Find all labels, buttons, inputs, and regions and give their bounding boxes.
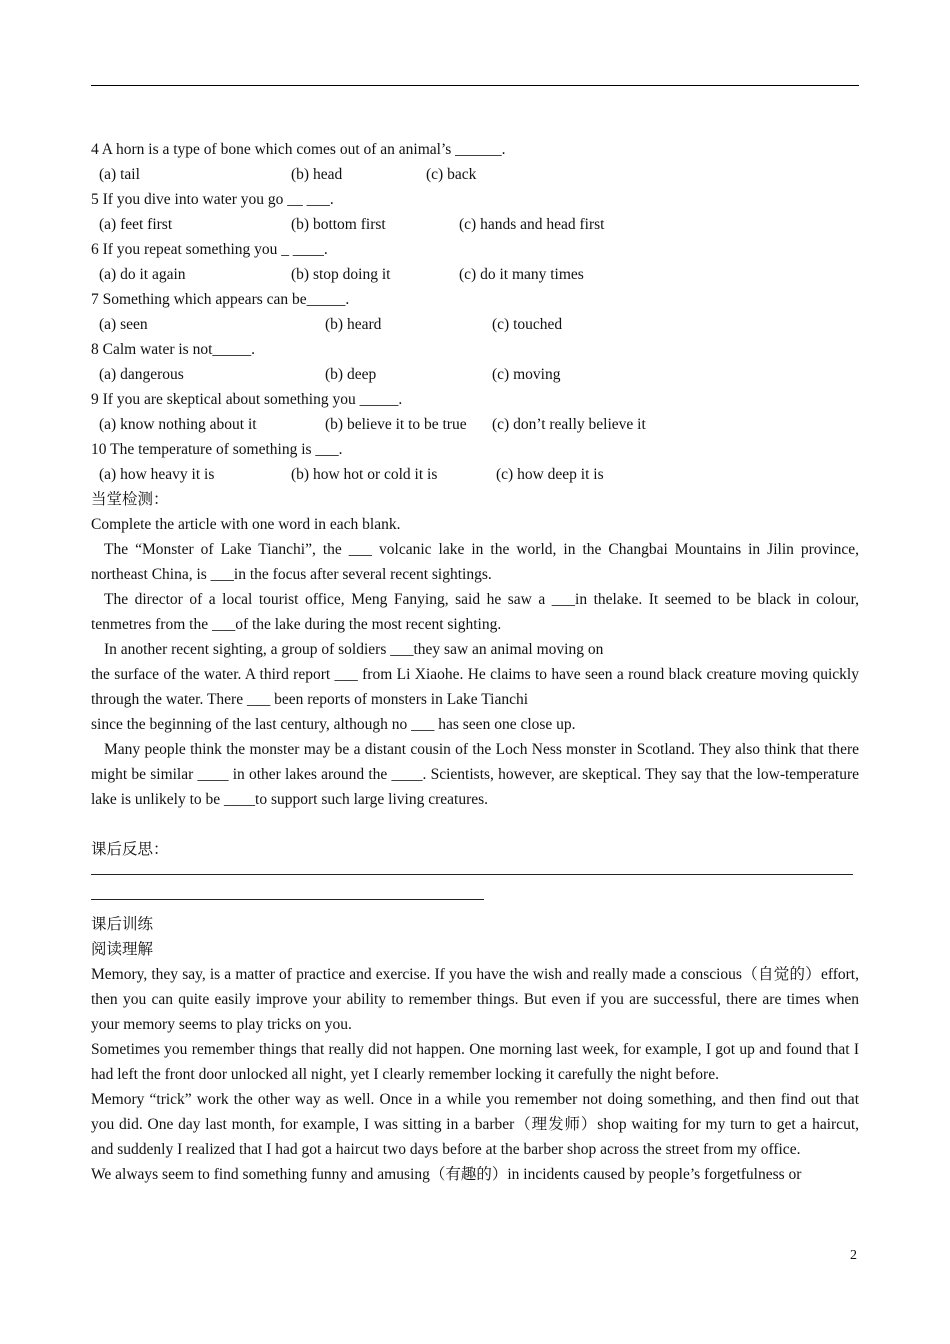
option-b: (b) heard: [325, 316, 382, 333]
option-a: (a) do it again: [99, 266, 186, 283]
option-c: (c) touched: [492, 316, 563, 333]
option-b: (b) bottom first: [291, 216, 386, 233]
option-c: (c) do it many times: [459, 266, 584, 283]
question-stem: 8 Calm water is not_____.: [91, 341, 256, 358]
question-options: [91, 212, 859, 237]
page-content: [91, 137, 859, 1187]
question-block: [91, 237, 859, 287]
question-stem: 5 If you dive into water you go __ ___.: [91, 191, 334, 208]
test-instruction: Complete the article with one word in each blank.: [91, 516, 401, 533]
option-a: (a) dangerous: [99, 366, 184, 383]
question-block: [91, 337, 859, 387]
article-paragraph-3-line-2: the surface of the water. A third report ___ from Li Xiaohe. He claims to have seen a round black creature moving quickly through the water. There ___ been reports of monsters in Lake Tianchi: [91, 666, 859, 708]
question-block: [91, 387, 859, 437]
reflection-answer-line-short: [91, 899, 484, 900]
question-stem: 7 Something which appears can be_____.: [91, 291, 350, 308]
question-options: [91, 312, 859, 337]
question-stem: 9 If you are skeptical about something you _____.: [91, 391, 403, 408]
question-options: [91, 362, 859, 387]
header-rule: [91, 85, 859, 86]
question-block: [91, 187, 859, 237]
option-c: (c) hands and head first: [459, 216, 605, 233]
question-options: [91, 412, 859, 437]
option-a: (a) tail: [99, 166, 140, 183]
article-paragraph-1: The “Monster of Lake Tianchi”, the ___ volcanic lake in the world, in the Changbai Mountains in Jilin province, northeast China, is ___in the focus after several recent sightings.: [91, 541, 859, 583]
option-b: (b) how hot or cold it is: [291, 466, 438, 483]
reading-paragraph-1: Memory, they say, is a matter of practice and exercise. If you have the wish and really made a conscious（自觉的）effort, then you can quite easily improve your ability to remember things. But even if you are successful, there are times when your memory seems to play tricks on you.: [91, 966, 859, 1033]
option-c: (c) don’t really believe it: [492, 416, 646, 433]
question-options: [91, 462, 859, 487]
reflection-heading: 课后反思：: [91, 841, 169, 858]
option-c: (c) moving: [492, 366, 561, 383]
question-block: [91, 287, 859, 337]
question-block: [91, 137, 859, 187]
option-b: (b) deep: [325, 366, 377, 383]
article-paragraph-4: Many people think the monster may be a distant cousin of the Loch Ness monster in Scotland. They also think that there might be similar ____ in other lakes around the ____. Scientists, however, are skeptical. They say that the low-temperature lake is unlikely to be ____to support such large living creatures.: [91, 741, 859, 808]
option-b: (b) head: [291, 166, 343, 183]
question-stem: 4 A horn is a type of bone which comes out of an animal’s ______.: [91, 141, 506, 158]
article-paragraph-3-line-3: since the beginning of the last century, although no ___ has seen one close up.: [91, 716, 576, 733]
article-paragraph-3-line-1: In another recent sighting, a group of soldiers ___they saw an animal moving on: [104, 641, 604, 658]
option-c: (c) back: [426, 166, 477, 183]
question-options: [91, 162, 859, 187]
option-a: (a) feet first: [99, 216, 173, 233]
test-heading: 当堂检测：: [91, 491, 169, 508]
question-stem: 10 The temperature of something is ___.: [91, 441, 343, 458]
reading-paragraph-2: Sometimes you remember things that really did not happen. One morning last week, for example, I got up and found that I had left the front door unlocked all night, yet I clearly remember locking it carefully the night before.: [91, 1041, 859, 1083]
option-a: (a) seen: [99, 316, 148, 333]
reading-paragraph-4: We always seem to find something funny and amusing（有趣的）in incidents caused by people’s forgetfulness or: [91, 1166, 802, 1183]
question-options: [91, 262, 859, 287]
question-block: [91, 437, 859, 487]
reflection-answer-line: [91, 874, 853, 875]
option-b: (b) stop doing it: [291, 266, 391, 283]
option-c: (c) how deep it is: [496, 466, 604, 483]
after-class-heading: 课后训练: [91, 916, 154, 933]
option-b: (b) believe it to be true: [325, 416, 467, 433]
reading-paragraph-3: Memory “trick” work the other way as well. Once in a while you remember not doing something, and then find out that you did. One day last month, for example, I was sitting in a barber（理发师）shop waiting for my turn to get a haircut, and suddenly I realized that I had got a haircut two days before at the barber shop across the street from my office.: [91, 1091, 859, 1158]
option-a: (a) know nothing about it: [99, 416, 257, 433]
option-a: (a) how heavy it is: [99, 466, 215, 483]
article-paragraph-2: The director of a local tourist office, Meng Fanying, said he saw a ___in thelake. It seemed to be black in colour, tenmetres from the ___of the lake during the most recent sighting.: [91, 591, 859, 633]
reading-heading: 阅读理解: [91, 941, 154, 958]
page-number: 2: [850, 1248, 857, 1263]
question-stem: 6 If you repeat something you _ ____.: [91, 241, 328, 258]
